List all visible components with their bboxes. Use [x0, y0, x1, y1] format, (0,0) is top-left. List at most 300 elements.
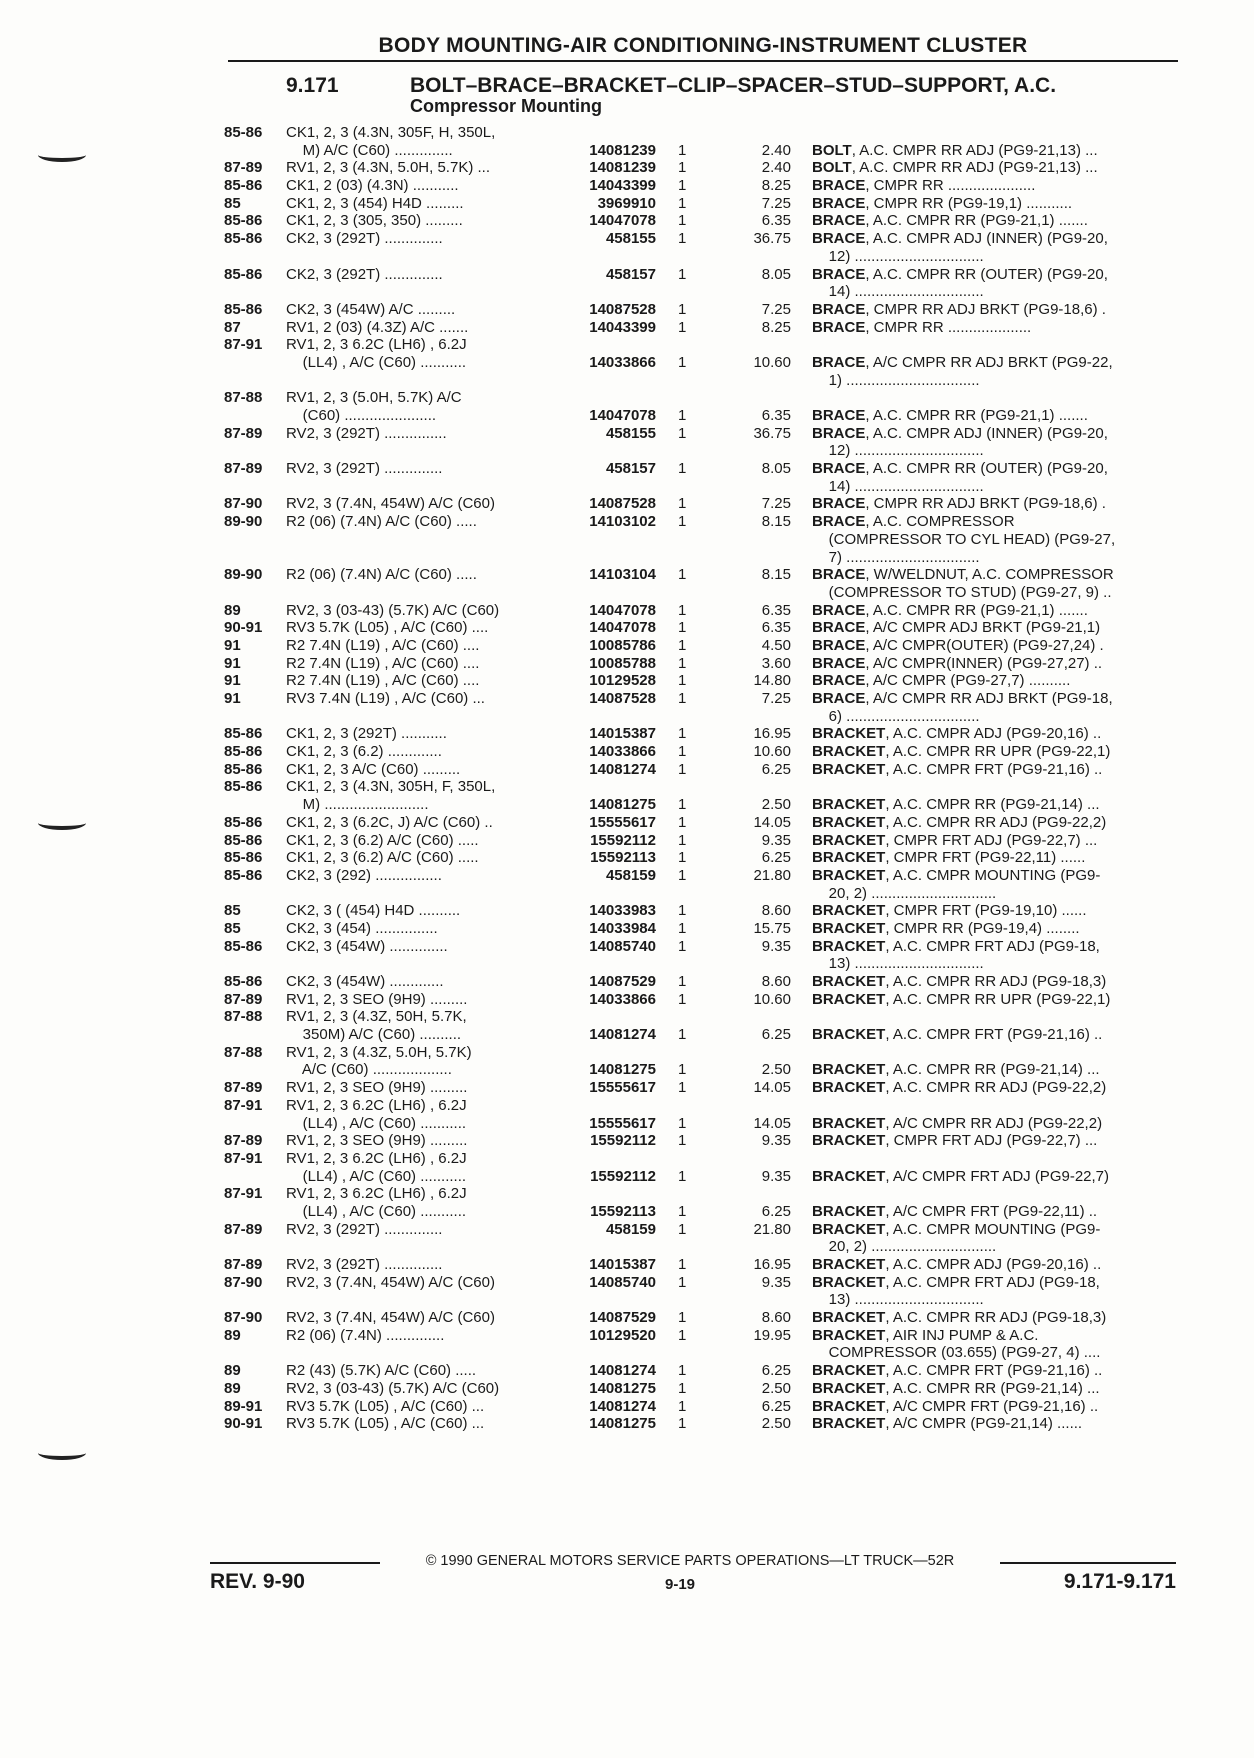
- part-number-cell: 14087528: [589, 300, 656, 318]
- table-row: [0, 778, 1254, 796]
- part-number-cell: 14033983: [589, 902, 656, 920]
- table-row: [0, 1362, 1254, 1380]
- application-cell: RV1, 2, 3 6.2C (LH6) , 6.2J: [286, 1149, 467, 1167]
- quantity-cell: 1: [678, 1220, 687, 1238]
- price-cell: 7.25: [761, 194, 791, 212]
- quantity-cell: 1: [678, 460, 687, 478]
- quantity-cell: 1: [678, 973, 687, 990]
- description-cell: BRACKET, A.C. CMPR FRT (PG9-21,16) ..: [812, 760, 1103, 778]
- part-number-cell: 14081274: [589, 1026, 656, 1044]
- description-cell: BRACKET, A.C. CMPR RR (PG9-21,14) ...: [812, 1061, 1100, 1079]
- table-row: [0, 1079, 1254, 1097]
- price-cell: 9.35: [761, 831, 791, 849]
- table-row: [0, 796, 1254, 814]
- quantity-cell: 1: [678, 636, 687, 654]
- description-cell: BRACE, W/WELDNUT, A.C. COMPRESSOR: [812, 566, 1114, 584]
- quantity-cell: 1: [678, 1132, 687, 1150]
- table-row: [0, 1291, 1254, 1309]
- part-number-cell: 14033866: [589, 353, 656, 371]
- price-cell: 16.95: [753, 1256, 791, 1273]
- quantity-cell: 1: [678, 902, 687, 920]
- part-number-cell: 14015387: [589, 725, 656, 743]
- part-number-cell: 14085740: [589, 937, 656, 955]
- header-rule: [228, 60, 1178, 62]
- quantity-cell: 1: [678, 1079, 687, 1097]
- price-cell: 7.25: [761, 495, 791, 513]
- description-cell: (COMPRESSOR TO CYL HEAD) (PG9-27,: [812, 530, 1116, 548]
- table-row: [0, 389, 1254, 407]
- application-cell: RV3 7.4N (L19) , A/C (C60) ...: [286, 690, 485, 707]
- application-cell: CK1, 2, 3 (4.3N, 305F, H, 350L,: [286, 124, 496, 141]
- footer-revision: REV. 9-90: [210, 1570, 305, 1593]
- application-cell: 350M) A/C (C60) ..........: [286, 1026, 462, 1044]
- quantity-cell: 1: [678, 1362, 687, 1380]
- application-cell: RV1, 2, 3 6.2C (LH6) , 6.2J: [286, 336, 467, 354]
- quantity-cell: 1: [678, 937, 687, 955]
- part-number-cell: 14047078: [589, 212, 656, 230]
- part-number-cell: 14081274: [589, 760, 656, 778]
- price-cell: 36.75: [753, 230, 791, 248]
- table-row: [0, 124, 1254, 142]
- description-cell: BRACKET, A/C CMPR RR ADJ (PG9-22,2): [812, 1114, 1103, 1132]
- table-row: [0, 425, 1254, 443]
- description-cell: BRACE, A.C. COMPRESSOR: [812, 513, 1015, 531]
- price-cell: 14.05: [753, 1079, 791, 1097]
- table-row: [0, 142, 1254, 160]
- quantity-cell: 1: [678, 1397, 687, 1415]
- year-cell: 90-91: [224, 619, 263, 637]
- description-cell: BRACE, CMPR RR ....................: [812, 318, 1032, 336]
- year-cell: 87-91: [224, 1149, 263, 1167]
- year-cell: 85-86: [224, 937, 263, 955]
- description-cell: BRACKET, A.C. CMPR MOUNTING (PG9-: [812, 1220, 1101, 1238]
- application-cell: (LL4) , A/C (C60) ...........: [286, 1167, 467, 1185]
- part-number-cell: 14085740: [589, 1273, 656, 1291]
- footer-rule-left: [210, 1562, 380, 1564]
- description-cell: BRACE, A/C CMPR RR ADJ BRKT (PG9-18,: [812, 690, 1113, 707]
- application-cell: A/C (C60) ...................: [286, 1061, 452, 1079]
- price-cell: 8.05: [761, 265, 791, 283]
- year-cell: 87-89: [224, 990, 263, 1008]
- price-cell: 9.35: [761, 1167, 791, 1185]
- footer-page-number: 9-19: [664, 1576, 696, 1593]
- price-cell: 6.25: [761, 849, 791, 867]
- page-header-title: BODY MOUNTING-AIR CONDITIONING-INSTRUMENT CLUSTER: [378, 34, 1028, 57]
- quantity-cell: 1: [678, 495, 687, 513]
- application-cell: R2 (06) (7.4N) A/C (C60) .....: [286, 513, 477, 531]
- quantity-cell: 1: [678, 849, 687, 867]
- price-cell: 8.15: [761, 566, 791, 584]
- part-number-cell: 14033866: [589, 743, 656, 761]
- application-cell: RV2, 3 (7.4N, 454W) A/C (C60): [286, 495, 495, 513]
- description-cell: BRACKET, A.C. CMPR RR UPR (PG9-22,1): [812, 990, 1111, 1008]
- year-cell: 87-89: [224, 1220, 263, 1238]
- description-cell: BRACKET, A.C. CMPR FRT ADJ (PG9-18,: [812, 937, 1100, 955]
- application-cell: (LL4) , A/C (C60) ...........: [286, 1114, 467, 1132]
- table-row: [0, 938, 1254, 956]
- table-row: [0, 1168, 1254, 1186]
- description-cell: BRACKET, A.C. CMPR FRT ADJ (PG9-18,: [812, 1273, 1100, 1291]
- description-cell: BRACE, A.C. CMPR ADJ (INNER) (PG9-20,: [812, 424, 1108, 442]
- quantity-cell: 1: [678, 300, 687, 318]
- table-row: [0, 602, 1254, 620]
- table-row: [0, 195, 1254, 213]
- description-cell: BRACKET, A/C CMPR (PG9-21,14) ......: [812, 1415, 1083, 1433]
- table-row: [0, 885, 1254, 903]
- part-number-cell: 14047078: [589, 601, 656, 619]
- year-cell: 85-86: [224, 212, 263, 230]
- description-cell: BRACE, A/C CMPR ADJ BRKT (PG9-21,1): [812, 619, 1101, 637]
- section-title: BOLT–BRACE–BRACKET–CLIP–SPACER–STUD–SUPPORT, A.C.: [410, 74, 1057, 97]
- year-cell: 89: [224, 601, 241, 619]
- table-row: [0, 1238, 1254, 1256]
- quantity-cell: 1: [678, 230, 687, 248]
- description-cell: BRACKET, A.C. CMPR MOUNTING (PG9-: [812, 866, 1101, 884]
- footer-section-range: 9.171-9.171: [1063, 1570, 1176, 1593]
- quantity-cell: 1: [678, 318, 687, 336]
- price-cell: 10.60: [753, 743, 791, 761]
- table-row: [0, 495, 1254, 513]
- year-cell: 89: [224, 1326, 241, 1344]
- price-cell: 36.75: [753, 424, 791, 442]
- year-cell: 87-90: [224, 1273, 263, 1291]
- part-number-cell: 14047078: [589, 619, 656, 637]
- application-cell: CK1, 2, 3 (6.2C, J) A/C (C60) ..: [286, 813, 493, 831]
- description-cell: BRACKET, CMPR FRT (PG9-22,11) ......: [812, 849, 1086, 867]
- application-cell: CK2, 3 (292T) ..............: [286, 265, 443, 283]
- description-cell: 14) ...............................: [812, 477, 984, 495]
- year-cell: 91: [224, 690, 241, 707]
- description-cell: 12) ...............................: [812, 442, 984, 460]
- table-row: [0, 230, 1254, 248]
- part-number-cell: 15592112: [590, 1167, 656, 1185]
- table-row: [0, 354, 1254, 372]
- quantity-cell: 1: [678, 760, 687, 778]
- description-cell: 14) ...............................: [812, 283, 984, 301]
- price-cell: 4.50: [761, 636, 791, 654]
- quantity-cell: 1: [678, 743, 687, 761]
- year-cell: 85-86: [224, 778, 263, 796]
- price-cell: 9.35: [761, 1132, 791, 1150]
- price-cell: 6.25: [761, 1026, 791, 1044]
- description-cell: BRACE, A.C. CMPR ADJ (INNER) (PG9-20,: [812, 230, 1108, 248]
- application-cell: RV1, 2, 3 SEO (9H9) .........: [286, 990, 468, 1008]
- quantity-cell: 1: [678, 619, 687, 637]
- quantity-cell: 1: [678, 654, 687, 672]
- price-cell: 9.35: [761, 1273, 791, 1291]
- part-number-cell: 14081275: [589, 1415, 656, 1433]
- description-cell: 13) ...............................: [812, 1291, 984, 1309]
- application-cell: RV2, 3 (292T) ..............: [286, 460, 443, 478]
- price-cell: 2.50: [761, 796, 791, 814]
- quantity-cell: 1: [678, 690, 687, 707]
- table-row: [0, 814, 1254, 832]
- table-row: [0, 177, 1254, 195]
- application-cell: CK1, 2, 3 (6.2) A/C (C60) .....: [286, 849, 479, 867]
- price-cell: 16.95: [753, 725, 791, 743]
- description-cell: BRACKET, A/C CMPR FRT ADJ (PG9-22,7): [812, 1167, 1110, 1185]
- quantity-cell: 1: [678, 1326, 687, 1344]
- section-subtitle: Compressor Mounting: [410, 96, 602, 116]
- year-cell: 87: [224, 318, 241, 336]
- description-cell: BRACKET, A.C. CMPR RR (PG9-21,14) ...: [812, 1379, 1100, 1397]
- part-number-cell: 14081275: [589, 1061, 656, 1079]
- binder-hole-mark: [38, 1446, 86, 1460]
- price-cell: 8.25: [761, 177, 791, 195]
- part-number-cell: 10129528: [589, 672, 656, 690]
- part-number-cell: 458157: [605, 265, 656, 283]
- part-number-cell: 3969910: [597, 194, 656, 212]
- table-row: [0, 672, 1254, 690]
- part-number-cell: 10085786: [589, 636, 656, 654]
- price-cell: 6.35: [761, 601, 791, 619]
- price-cell: 14.05: [753, 813, 791, 831]
- application-cell: R2 7.4N (L19) , A/C (C60) ....: [286, 672, 480, 690]
- price-cell: 14.05: [753, 1114, 791, 1132]
- description-cell: BRACKET, A.C. CMPR ADJ (PG9-20,16) ..: [812, 1256, 1102, 1273]
- part-number-cell: 15592112: [590, 831, 656, 849]
- table-row: [0, 266, 1254, 284]
- part-number-cell: 458159: [605, 866, 656, 884]
- price-cell: 9.35: [761, 937, 791, 955]
- quantity-cell: 1: [678, 141, 687, 159]
- part-number-cell: 15592112: [590, 1132, 656, 1150]
- application-cell: RV2, 3 (03-43) (5.7K) A/C (C60): [286, 601, 500, 619]
- table-row: [0, 336, 1254, 354]
- application-cell: CK1, 2, 3 (4.3N, 305H, F, 350L,: [286, 778, 496, 796]
- year-cell: 85-86: [224, 124, 263, 141]
- quantity-cell: 1: [678, 513, 687, 531]
- year-cell: 89-91: [224, 1397, 263, 1415]
- description-cell: BRACE, CMPR RR .....................: [812, 177, 1036, 195]
- description-cell: BRACKET, A.C. CMPR FRT (PG9-21,16) ..: [812, 1026, 1103, 1044]
- application-cell: RV1, 2, 3 6.2C (LH6) , 6.2J: [286, 1185, 467, 1203]
- application-cell: RV1, 2, 3 SEO (9H9) .........: [286, 1132, 468, 1150]
- year-cell: 89-90: [224, 566, 263, 584]
- part-number-cell: 14043399: [589, 177, 656, 195]
- table-row: [0, 655, 1254, 673]
- quantity-cell: 1: [678, 1273, 687, 1291]
- description-cell: BRACKET, A/C CMPR FRT (PG9-22,11) ..: [812, 1202, 1098, 1220]
- quantity-cell: 1: [678, 813, 687, 831]
- year-cell: 85: [224, 194, 241, 212]
- year-cell: 85-86: [224, 300, 263, 318]
- part-number-cell: 14015387: [589, 1256, 656, 1273]
- quantity-cell: 1: [678, 990, 687, 1008]
- price-cell: 8.60: [761, 1309, 791, 1327]
- price-cell: 2.50: [761, 1415, 791, 1433]
- year-cell: 89: [224, 1362, 241, 1380]
- description-cell: BRACE, A.C. CMPR RR (OUTER) (PG9-20,: [812, 265, 1108, 283]
- table-row: [0, 1185, 1254, 1203]
- quantity-cell: 1: [678, 353, 687, 371]
- application-cell: RV2, 3 (292T) ..............: [286, 1256, 443, 1273]
- year-cell: 85-86: [224, 725, 263, 743]
- year-cell: 87-89: [224, 1132, 263, 1150]
- application-cell: RV1, 2, 3 (5.0H, 5.7K) A/C: [286, 389, 462, 407]
- part-number-cell: 14081275: [589, 796, 656, 814]
- table-row: [0, 460, 1254, 478]
- price-cell: 2.40: [761, 159, 791, 177]
- quantity-cell: 1: [678, 601, 687, 619]
- application-cell: (LL4) , A/C (C60) ...........: [286, 1202, 467, 1220]
- table-row: [0, 1415, 1254, 1433]
- year-cell: 85-86: [224, 866, 263, 884]
- price-cell: 2.50: [761, 1379, 791, 1397]
- year-cell: 87-89: [224, 159, 263, 177]
- price-cell: 3.60: [761, 654, 791, 672]
- table-row: [0, 902, 1254, 920]
- quantity-cell: 1: [678, 265, 687, 283]
- quantity-cell: 1: [678, 1256, 687, 1273]
- table-row: [0, 513, 1254, 531]
- part-number-cell: 15592113: [590, 1202, 656, 1220]
- description-cell: BRACKET, CMPR FRT ADJ (PG9-22,7) ...: [812, 1132, 1098, 1150]
- application-cell: RV1, 2, 3 (4.3N, 5.0H, 5.7K) ...: [286, 159, 490, 177]
- application-cell: CK2, 3 (454) ...............: [286, 919, 438, 937]
- quantity-cell: 1: [678, 1309, 687, 1327]
- part-number-cell: 15555617: [589, 813, 656, 831]
- year-cell: 87-88: [224, 1008, 263, 1026]
- description-cell: 1) ................................: [812, 371, 980, 389]
- table-row: [0, 1026, 1254, 1044]
- part-number-cell: 14081239: [589, 141, 656, 159]
- description-cell: 12) ...............................: [812, 247, 984, 265]
- table-row: [0, 159, 1254, 177]
- table-row: [0, 1044, 1254, 1062]
- description-cell: BRACKET, A.C. CMPR RR (PG9-21,14) ...: [812, 796, 1100, 814]
- application-cell: RV3 5.7K (L05) , A/C (C60) ...: [286, 1397, 485, 1415]
- table-row: [0, 743, 1254, 761]
- price-cell: 6.35: [761, 407, 791, 424]
- application-cell: (C60) ......................: [286, 407, 437, 424]
- application-cell: RV1, 2 (03) (4.3Z) A/C .......: [286, 318, 469, 336]
- quantity-cell: 1: [678, 831, 687, 849]
- table-row: [0, 1380, 1254, 1398]
- year-cell: 85-86: [224, 831, 263, 849]
- quantity-cell: 1: [678, 566, 687, 584]
- year-cell: 89-90: [224, 513, 263, 531]
- table-row: [0, 690, 1254, 708]
- description-cell: BRACE, CMPR RR (PG9-19,1) ...........: [812, 194, 1073, 212]
- footer-copyright: © 1990 GENERAL MOTORS SERVICE PARTS OPERATIONS—LT TRUCK—52R: [425, 1553, 955, 1569]
- parts-table: [0, 124, 1254, 1433]
- description-cell: BRACE, A/C CMPR (PG9-27,7) ..........: [812, 672, 1071, 690]
- description-cell: (COMPRESSOR TO STUD) (PG9-27, 9) ..: [812, 583, 1112, 601]
- table-row: [0, 531, 1254, 549]
- quantity-cell: 1: [678, 919, 687, 937]
- part-number-cell: 10085788: [589, 654, 656, 672]
- description-cell: 6) ................................: [812, 707, 980, 725]
- table-row: [0, 1203, 1254, 1221]
- application-cell: R2 (06) (7.4N) A/C (C60) .....: [286, 566, 477, 584]
- part-number-cell: 14087529: [589, 973, 656, 990]
- quantity-cell: 1: [678, 424, 687, 442]
- description-cell: BRACE, A.C. CMPR RR (OUTER) (PG9-20,: [812, 460, 1108, 478]
- table-row: [0, 478, 1254, 496]
- application-cell: CK1, 2, 3 A/C (C60) .........: [286, 760, 461, 778]
- year-cell: 90-91: [224, 1415, 263, 1433]
- part-number-cell: 458157: [605, 460, 656, 478]
- description-cell: BRACE, A/C CMPR RR ADJ BRKT (PG9-22,: [812, 353, 1113, 371]
- year-cell: 85-86: [224, 760, 263, 778]
- part-number-cell: 14087529: [589, 1309, 656, 1327]
- application-cell: CK2, 3 (292T) ..............: [286, 230, 443, 248]
- description-cell: BRACKET, CMPR FRT ADJ (PG9-22,7) ...: [812, 831, 1098, 849]
- table-row: [0, 584, 1254, 602]
- description-cell: BOLT, A.C. CMPR RR ADJ (PG9-21,13) ...: [812, 141, 1098, 159]
- year-cell: 87-91: [224, 1185, 263, 1203]
- table-row: [0, 849, 1254, 867]
- table-row: [0, 619, 1254, 637]
- quantity-cell: 1: [678, 1379, 687, 1397]
- part-number-cell: 14087528: [589, 690, 656, 707]
- year-cell: 87-88: [224, 389, 263, 407]
- description-cell: BRACKET, CMPR FRT (PG9-19,10) ......: [812, 902, 1087, 920]
- description-cell: BRACE, A.C. CMPR RR (PG9-21,1) .......: [812, 407, 1088, 424]
- year-cell: 87-89: [224, 424, 263, 442]
- application-cell: RV2, 3 (7.4N, 454W) A/C (C60): [286, 1309, 495, 1327]
- description-cell: BRACE, CMPR RR ADJ BRKT (PG9-18,6) .: [812, 300, 1106, 318]
- year-cell: 87-91: [224, 336, 263, 354]
- price-cell: 6.25: [761, 1362, 791, 1380]
- table-row: [0, 708, 1254, 726]
- application-cell: CK1, 2, 3 (6.2) .............: [286, 743, 442, 761]
- application-cell: RV2, 3 (292T) ..............: [286, 1220, 443, 1238]
- year-cell: 87-89: [224, 1256, 263, 1273]
- application-cell: CK1, 2 (03) (4.3N) ...........: [286, 177, 459, 195]
- year-cell: 87-90: [224, 495, 263, 513]
- application-cell: R2 (06) (7.4N) ..............: [286, 1326, 445, 1344]
- price-cell: 7.25: [761, 690, 791, 707]
- description-cell: BRACE, CMPR RR ADJ BRKT (PG9-18,6) .: [812, 495, 1106, 513]
- price-cell: 8.60: [761, 902, 791, 920]
- table-row: [0, 442, 1254, 460]
- price-cell: 10.60: [753, 990, 791, 1008]
- description-cell: BRACKET, A.C. CMPR RR ADJ (PG9-22,2): [812, 813, 1107, 831]
- application-cell: CK1, 2, 3 (6.2) A/C (C60) .....: [286, 831, 479, 849]
- quantity-cell: 1: [678, 1026, 687, 1044]
- table-row: [0, 725, 1254, 743]
- quantity-cell: 1: [678, 1167, 687, 1185]
- year-cell: 87-89: [224, 1079, 263, 1097]
- quantity-cell: 1: [678, 1415, 687, 1433]
- application-cell: M) A/C (C60) ..............: [286, 141, 453, 159]
- price-cell: 8.25: [761, 318, 791, 336]
- description-cell: 7) ................................: [812, 548, 980, 566]
- price-cell: 8.05: [761, 460, 791, 478]
- year-cell: 85-86: [224, 743, 263, 761]
- application-cell: RV1, 2, 3 (4.3Z, 5.0H, 5.7K): [286, 1043, 472, 1061]
- year-cell: 85-86: [224, 177, 263, 195]
- application-cell: RV2, 3 (03-43) (5.7K) A/C (C60): [286, 1379, 500, 1397]
- description-cell: 20, 2) ..............................: [812, 884, 997, 902]
- year-cell: 89: [224, 1379, 241, 1397]
- application-cell: CK2, 3 (454W) A/C .........: [286, 300, 456, 318]
- application-cell: (LL4) , A/C (C60) ...........: [286, 353, 467, 371]
- price-cell: 21.80: [753, 1220, 791, 1238]
- part-number-cell: 14047078: [589, 407, 656, 424]
- part-number-cell: 14103102: [589, 513, 656, 531]
- application-cell: R2 7.4N (L19) , A/C (C60) ....: [286, 654, 480, 672]
- section-number: 9.171: [286, 74, 339, 97]
- year-cell: 91: [224, 654, 241, 672]
- table-row: [0, 1132, 1254, 1150]
- part-number-cell: 458159: [605, 1220, 656, 1238]
- application-cell: CK1, 2, 3 (292T) ...........: [286, 725, 447, 743]
- price-cell: 6.25: [761, 760, 791, 778]
- quantity-cell: 1: [678, 725, 687, 743]
